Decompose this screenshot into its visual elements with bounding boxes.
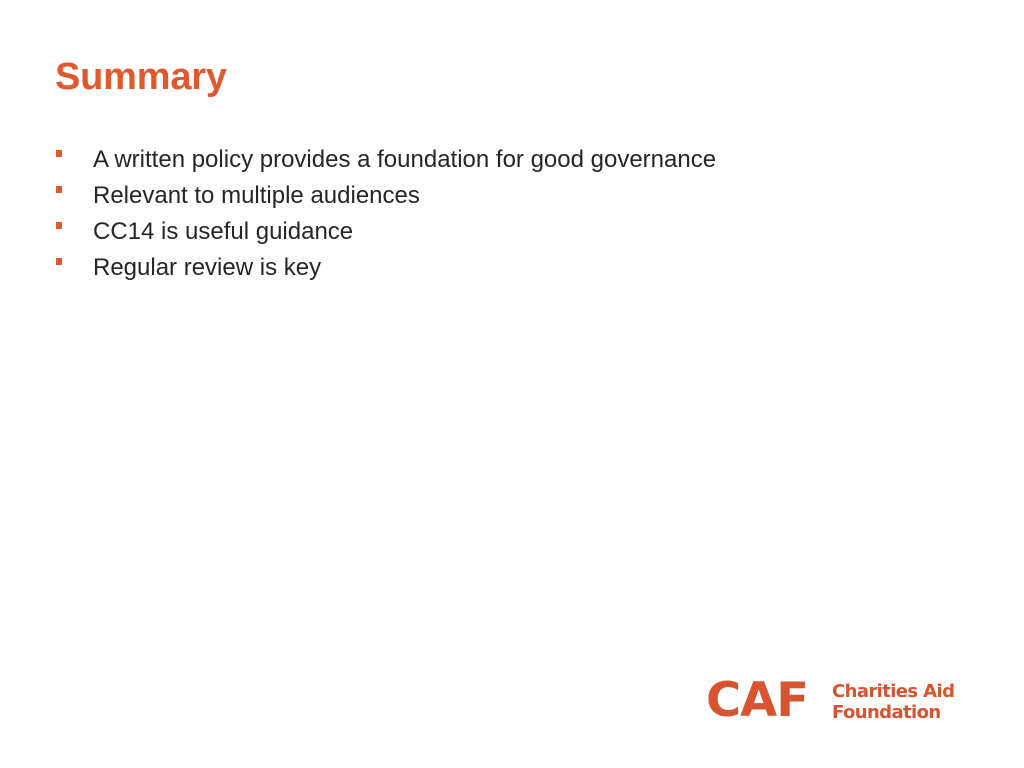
bullet-list [55,142,716,286]
slide-title: Summary [55,56,227,98]
square-bullet-icon [56,150,62,157]
bullet-item [55,250,716,286]
square-bullet-icon [56,186,62,193]
logo-name-line-2: Foundation [832,702,941,723]
logo-wordmark [832,681,954,723]
square-bullet-icon [56,258,62,265]
bullet-text: Relevant to multiple audiences [93,182,420,209]
caf-logo [706,673,956,728]
logo-mark: CAF [706,673,808,728]
bullet-text: CC14 is useful guidance [93,218,354,245]
bullet-item [55,142,716,178]
bullet-item [55,178,716,214]
bullet-text: Regular review is key [93,254,322,281]
logo-name-line-1: Charities Aid [832,681,955,702]
bullet-text: A written policy provides a foundation for good governance [93,146,717,173]
bullet-item [55,214,716,250]
square-bullet-icon [56,222,62,229]
